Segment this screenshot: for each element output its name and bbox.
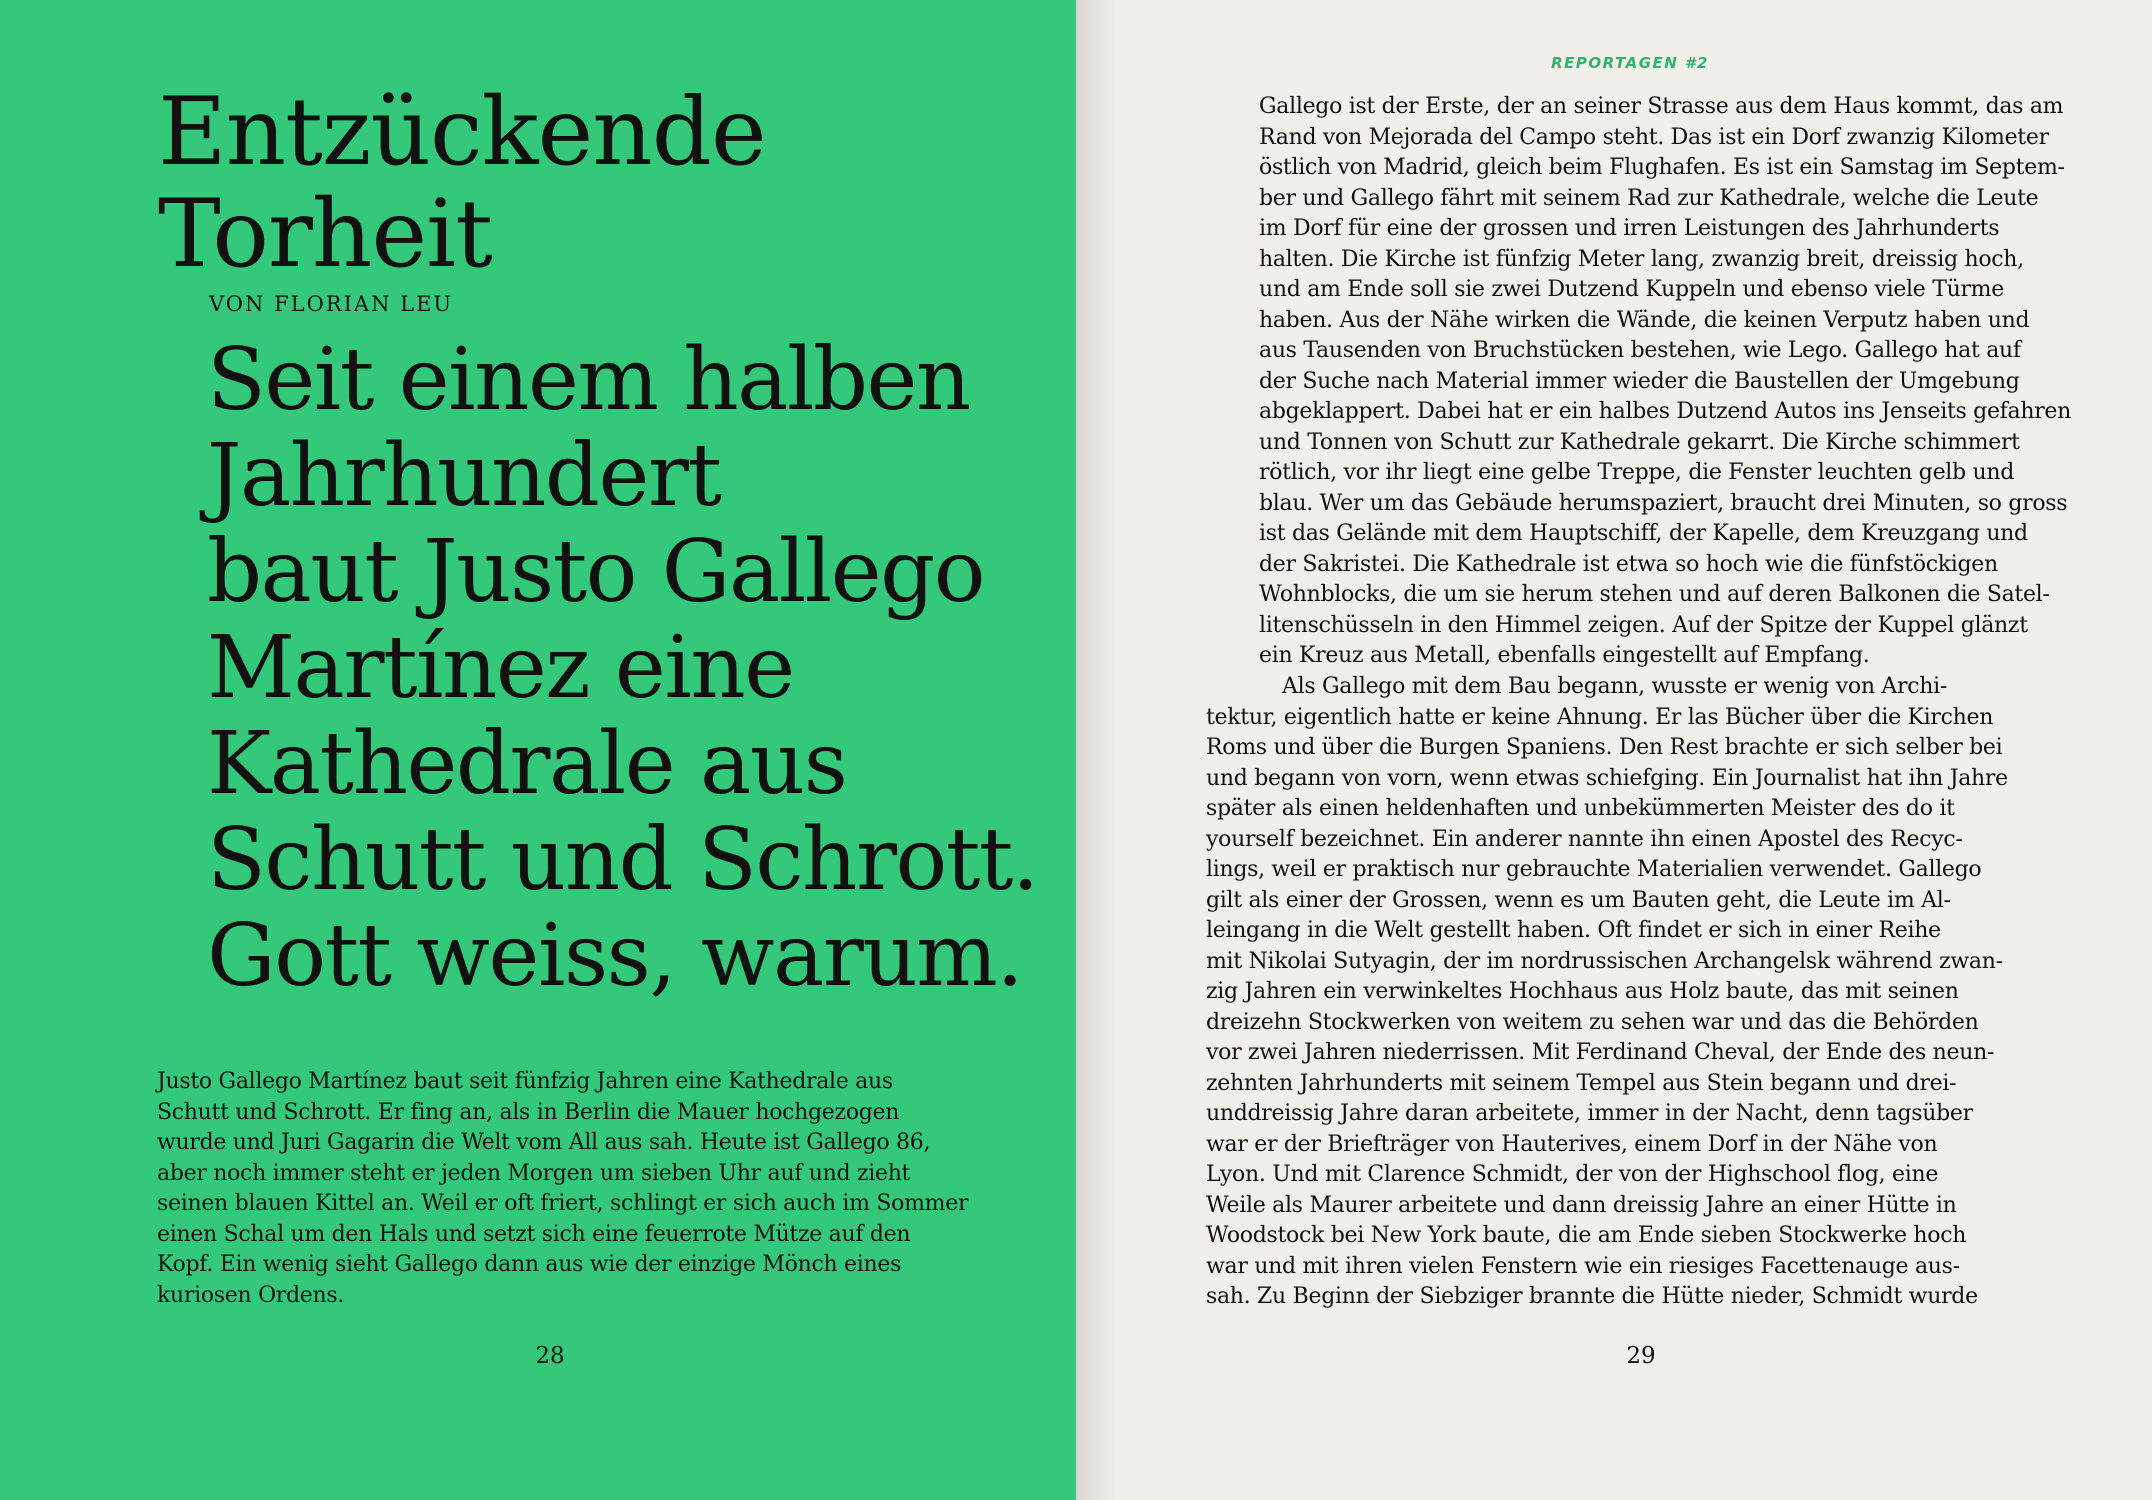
body-line: zehnten Jahrhunderts mit seinem Tempel aus Stein begann und drei- (1206, 1070, 1957, 1096)
lead-line: Seit einem halben (207, 330, 970, 430)
body-line: Rand von Mejorada del Campo steht. Das ist ein Dorf zwanzig Kilometer (1259, 124, 2049, 150)
body-line: blau. Wer um das Gebäude herumspaziert, braucht drei Minuten, so gross (1259, 490, 2068, 516)
title-line: Torheit (158, 180, 492, 289)
page-number-right: 29 (1626, 1343, 1656, 1369)
intro-line: wurde und Juri Gagarin die Welt vom All aus sah. Heute ist Gallego 86, (157, 1130, 931, 1155)
body-line: der Suche nach Material immer wieder die Baustellen der Umgebung (1259, 368, 2020, 394)
body-line: yourself bezeichnet. Ein anderer nannte ihn einen Apostel des Recyc- (1206, 826, 1963, 852)
body-line: litenschüsseln in den Himmel zeigen. Auf der Spitze der Kuppel glänzt (1259, 612, 2028, 638)
body-paragraph-2 (1206, 672, 2008, 1313)
body-line: und Tonnen von Schutt zur Kathedrale gekarrt. Die Kirche schimmert (1259, 429, 2020, 455)
body-line: Woodstock bei New York baute, die am Ende sieben Stockwerke hoch (1206, 1223, 1967, 1248)
body-line: im Dorf für eine der grossen und irren Leistungen des Jahrhunderts (1259, 216, 2000, 241)
intro-line: Justo Gallego Martínez baut seit fünfzig Jahren eine Kathedrale aus (157, 1069, 893, 1094)
body-line: Roms und über die Burgen Spaniens. Den Rest brachte er sich selber bei (1206, 735, 2003, 760)
body-line: vor zwei Jahren niederrissen. Mit Ferdinand Cheval, der Ende des neun- (1206, 1040, 1995, 1065)
body-line: rötlich, vor ihr liegt eine gelbe Treppe, die Fenster leuchten gelb und (1259, 460, 2015, 485)
body-line: mit Nikolai Sutyagin, der im nordrussischen Archangelsk während zwan- (1206, 948, 2003, 974)
intro-line: seinen blauen Kittel an. Weil er oft friert, schlingt er sich auch im Sommer (157, 1191, 969, 1216)
intro-line: aber noch immer steht er jeden Morgen um sieben Uhr auf und zieht (157, 1160, 911, 1186)
body-line: Als Gallego mit dem Bau begann, wusste er wenig von Archi- (1282, 674, 1947, 699)
title-line: Entzückende (158, 78, 766, 187)
body-line: abgeklappert. Dabei hat er ein halbes Dutzend Autos ins Jenseits gefahren (1259, 399, 2072, 424)
body-line: ist das Gelände mit dem Hauptschiff, der Kapelle, dem Kreuzgang und (1259, 521, 2028, 546)
lead-line: Martínez eine (207, 618, 794, 718)
right-page (1076, 0, 2152, 1500)
gutter-shadow (1076, 0, 1116, 1500)
body-line: tektur, eigentlich hatte er keine Ahnung. Er las Bücher über die Kirchen (1206, 704, 1994, 730)
intro-line: einen Schal um den Hals und setzt sich eine feuerrote Mütze auf den (157, 1221, 911, 1247)
intro-paragraph (157, 1067, 969, 1311)
body-line: zig Jahren ein verwinkeltes Hochhaus aus Holz baute, das mit seinen (1206, 979, 1959, 1004)
lead-line: Jahrhundert (207, 426, 721, 526)
body-line: ber und Gallego fährt mit seinem Rad zur Kathedrale, welche die Leute (1259, 185, 2039, 211)
running-head: REPORTAGEN #2 (1551, 54, 1709, 72)
body-line: lings, weil er praktisch nur gebrauchte Materialien verwendet. Gallego (1206, 857, 1982, 882)
body-line: und begann von vorn, wenn etwas schiefging. Ein Journalist hat ihn Jahre (1206, 765, 2008, 791)
body-line: Wohnblocks, die um sie herum stehen und auf deren Balkonen die Satel- (1259, 582, 2050, 607)
intro-line: Kopf. Ein wenig sieht Gallego dann aus wie der einzige Mönch eines (157, 1252, 902, 1277)
lead-line: Schutt und Schrott. (207, 810, 1038, 910)
body-line: und am Ende soll sie zwei Dutzend Kuppeln und ebenso viele Türme (1259, 277, 2004, 302)
body-line: sah. Zu Beginn der Siebziger brannte die Hütte nieder, Schmidt wurde (1206, 1284, 1978, 1309)
body-line: der Sakristei. Die Kathedrale ist etwa so hoch wie die fünfstöckigen (1259, 551, 1998, 577)
body-line: leingang in die Welt gestellt haben. Oft findet er sich in einer Reihe (1206, 918, 1941, 943)
lead-line: Gott weiss, warum. (207, 906, 1023, 1006)
byline: VON FLORIAN LEU (209, 292, 454, 316)
body-line: Weile als Maurer arbeitete und dann dreissig Jahre an einer Hütte in (1206, 1192, 1957, 1218)
body-line: Lyon. Und mit Clarence Schmidt, der von der Highschool flog, eine (1206, 1162, 1939, 1187)
body-line: gilt als einer der Grossen, wenn es um Bauten geht, die Leute im Al- (1206, 887, 1951, 913)
body-line: dreizehn Stockwerken von weitem zu sehen war und das die Behörden (1206, 1009, 1979, 1035)
body-line: haben. Aus der Nähe wirken die Wände, die keinen Verputz haben und (1259, 307, 2030, 333)
lead-text (207, 332, 1067, 1004)
body-line: Gallego ist der Erste, der an seiner Strasse aus dem Haus kommt, das am (1259, 94, 2064, 119)
intro-line: Schutt und Schrott. Er fing an, als in Berlin die Mauer hochgezogen (157, 1099, 900, 1125)
body-line: halten. Die Kirche ist fünfzig Meter lang, zwanzig breit, dreissig hoch, (1259, 246, 2024, 272)
page-number-left: 28 (535, 1343, 565, 1369)
lead-line: Kathedrale aus (207, 714, 847, 814)
article-title (158, 78, 1058, 289)
body-line: aus Tausenden von Bruchstücken bestehen, wie Lego. Gallego hat auf (1259, 338, 2021, 363)
body-line: später als einen heldenhaften und unbekümmerten Meister des do it (1206, 796, 1955, 821)
body-line: östlich von Madrid, gleich beim Flughafen. Es ist ein Samstag im Septem- (1259, 155, 2065, 180)
body-line: war er der Briefträger von Hauterives, einem Dorf in der Nähe von (1206, 1131, 1938, 1157)
intro-line: kuriosen Ordens. (157, 1282, 345, 1308)
body-line: ein Kreuz aus Metall, ebenfalls eingestellt auf Empfang. (1259, 643, 1870, 668)
body-paragraph-1 (1259, 92, 2072, 672)
body-line: unddreissig Jahre daran arbeitete, immer in der Nacht, denn tagsüber (1206, 1101, 1973, 1126)
lead-line: baut Justo Gallego (207, 522, 984, 622)
body-line: war und mit ihren vielen Fenstern wie ein riesiges Facettenauge aus- (1206, 1253, 1960, 1279)
